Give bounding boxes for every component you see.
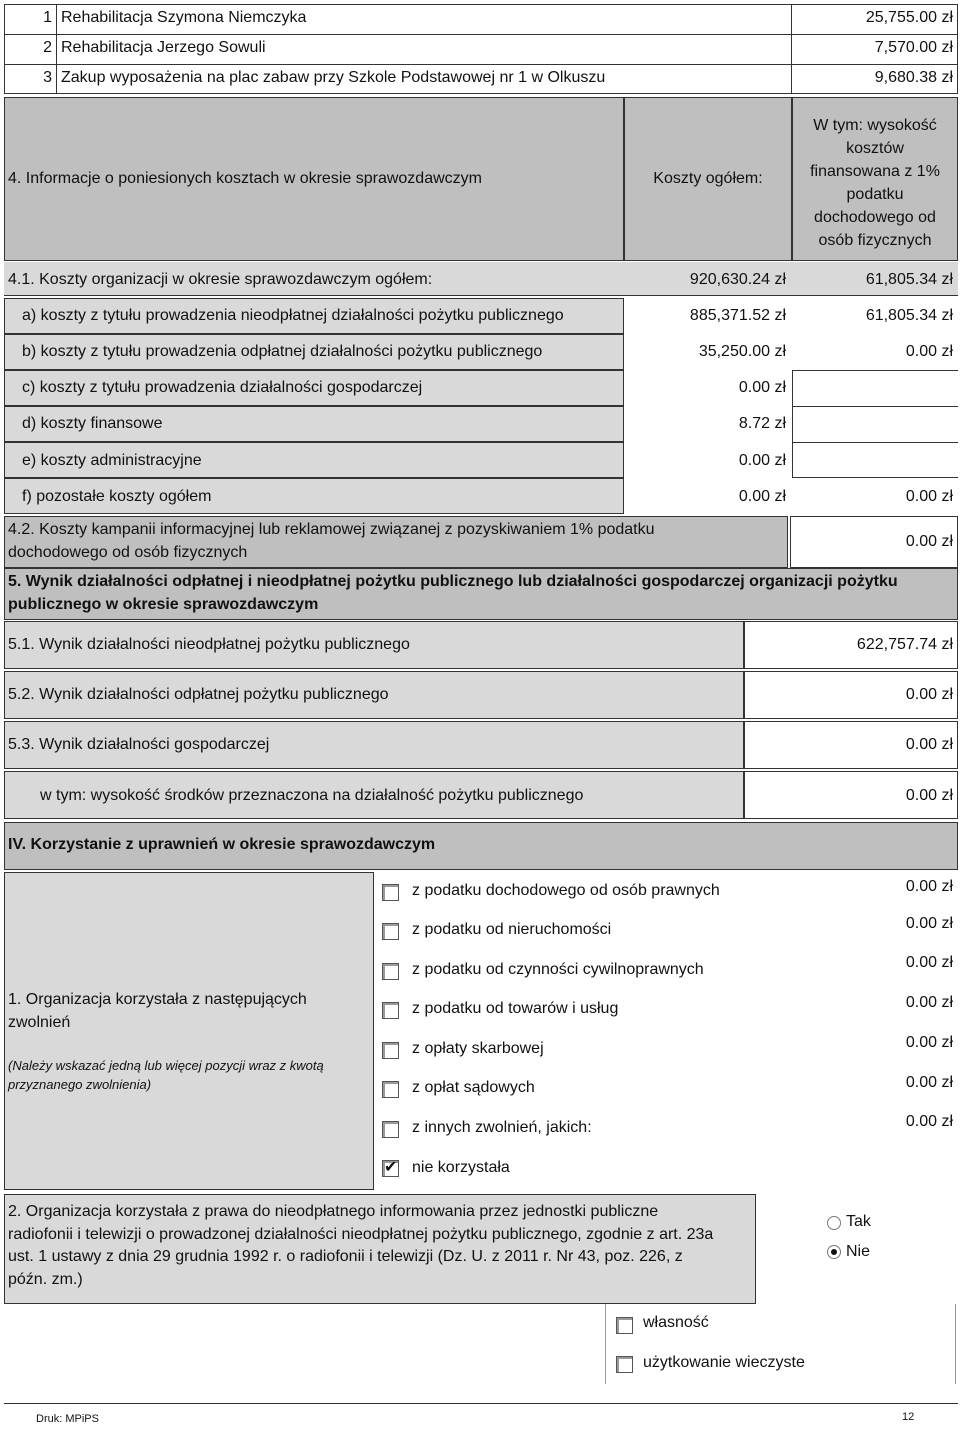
- exemption-checkbox-checked[interactable]: [382, 1160, 399, 1177]
- beneficiary-name: Rehabilitacja Szymona Niemczyka: [61, 9, 307, 26]
- exemption-label: z podatku dochodowego od osób prawnych: [412, 882, 720, 899]
- exemption-label: z opłat sądowych: [412, 1079, 535, 1096]
- broadcast-text: 2. Organizacja korzystała z prawa do nieodpłatnego informowania przez jednostki publiczne radiofonii i telewizji o prowadzonej działalności nieodpłatnej pożytku publicznego, zgodnie z art. 23a ust. 1 ustawy z dnia 29 grudnia 1992 r. o radiofonii i telewizji (Dz. U. z 2011 r. Nr 43, poz. 226, z późn. zm.): [8, 1203, 714, 1288]
- cost-row-total: 0.00 zł: [738, 488, 786, 505]
- cost-row-total: 885,371.52 zł: [689, 307, 786, 324]
- exemption-checkbox[interactable]: [382, 1002, 399, 1019]
- exemption-checkbox[interactable]: [382, 963, 399, 980]
- beneficiary-name: Rehabilitacja Jerzego Sowuli: [61, 39, 266, 56]
- result-row-label: 5.2. Wynik działalności odpłatnej pożytku publicznego: [8, 686, 389, 703]
- result-sub-value: 0.00 zł: [905, 787, 953, 804]
- exemption-label: z podatku od towarów i usług: [412, 1000, 619, 1017]
- cost-row-label: f) pozostałe koszty ogółem: [22, 488, 212, 505]
- result-row-value: 0.00 zł: [905, 736, 953, 753]
- cost-row-1pct: 0.00 zł: [905, 343, 953, 360]
- exemption-value: 0.00 zł: [905, 994, 953, 1011]
- cost-row-label: c) koszty z tytułu prowadzenia działalności gospodarczej: [22, 379, 423, 396]
- campaign-value: 0.00 zł: [905, 533, 953, 550]
- result-header-1: 5. Wynik działalności odpłatnej i nieodpłatnej pożytku publicznego lub działalności gospodarczej organizacji pożytku: [8, 573, 898, 590]
- exemption-label: nie korzystała: [412, 1159, 510, 1176]
- page-number: 12: [902, 1411, 915, 1423]
- costs-total-label: 4.1. Koszty organizacji w okresie sprawozdawczym ogółem:: [8, 271, 433, 288]
- cost-row-total: 0.00 zł: [738, 452, 786, 469]
- cost-row-total: 35,250.00 zł: [698, 343, 786, 360]
- beneficiary-no: 2: [43, 39, 52, 56]
- exemption-label: z podatku od nieruchomości: [412, 921, 612, 938]
- broadcast-option-label: Nie: [846, 1243, 871, 1260]
- broadcast-option-label: Tak: [846, 1213, 871, 1230]
- exemptions-note: (Należy wskazać jedną lub więcej pozycji wraz z kwotą przyznanego zwolnienia): [8, 1058, 324, 1092]
- cost-row-total: 0.00 zł: [738, 379, 786, 396]
- exemption-checkbox[interactable]: [382, 884, 399, 901]
- exemption-value: 0.00 zł: [905, 1034, 953, 1051]
- exemption-checkbox[interactable]: [382, 1042, 399, 1059]
- footer-printer: Druk: MPiPS: [36, 1413, 99, 1425]
- exemptions-label-2: zwolnień: [8, 1014, 71, 1031]
- costs-total-value: 920,630.24 zł: [689, 271, 786, 288]
- exemption-value: 0.00 zł: [905, 1074, 953, 1091]
- cost-row-label: e) koszty administracyjne: [22, 452, 202, 469]
- cost-row-1pct: 0.00 zł: [905, 488, 953, 505]
- result-row-value: 622,757.74 zł: [856, 636, 953, 653]
- beneficiary-no: 3: [43, 69, 52, 86]
- cost-row-total: 8.72 zł: [738, 415, 786, 432]
- property-checkbox[interactable]: [616, 1317, 633, 1334]
- beneficiary-amount: 25,755.00 zł: [865, 9, 953, 26]
- campaign-label-1: 4.2. Koszty kampanii informacyjnej lub reklamowej związanej z pozyskiwaniem 1% podatku: [8, 521, 655, 538]
- beneficiary-amount: 9,680.38 zł: [874, 69, 953, 86]
- result-sub-label: w tym: wysokość środków przeznaczona na działalność pożytku publicznego: [40, 787, 584, 804]
- result-header-2: publicznego w okresie sprawozdawczym: [8, 596, 319, 613]
- beneficiary-amount: 7,570.00 zł: [874, 39, 953, 56]
- broadcast-radio-tak[interactable]: [827, 1216, 841, 1230]
- cost-row-label: a) koszty z tytułu prowadzenia nieodpłatnej działalności pożytku publicznego: [22, 307, 564, 324]
- beneficiary-name: Zakup wyposażenia na plac zabaw przy Szkole Podstawowej nr 1 w Olkuszu: [61, 69, 606, 86]
- exemption-checkbox[interactable]: [382, 1121, 399, 1138]
- exemption-value: 0.00 zł: [905, 915, 953, 932]
- result-row-label: 5.3. Wynik działalności gospodarczej: [8, 736, 270, 753]
- exemption-label: z innych zwolnień, jakich:: [412, 1119, 592, 1136]
- exemption-checkbox[interactable]: [382, 1081, 399, 1098]
- property-label: użytkowanie wieczyste: [643, 1354, 805, 1371]
- costs-total-1pct: 61,805.34 zł: [865, 271, 953, 288]
- cost-row-label: d) koszty finansowe: [22, 415, 163, 432]
- campaign-label-2: dochodowego od osób fizycznych: [8, 544, 248, 561]
- exemption-value: 0.00 zł: [905, 1113, 953, 1130]
- exemption-value: 0.00 zł: [905, 878, 953, 895]
- costs-1pct-col-header: W tym: wysokość kosztów finansowana z 1% podatku dochodowego od osób fizycznych: [810, 117, 940, 249]
- result-row-label: 5.1. Wynik działalności nieodpłatnej pożytku publicznego: [8, 636, 410, 653]
- exemption-label: z podatku od czynności cywilnoprawnych: [412, 961, 704, 978]
- property-checkbox[interactable]: [616, 1356, 633, 1373]
- section4-title: IV. Korzystanie z uprawnień w okresie sprawozdawczym: [8, 836, 436, 853]
- cost-row-label: b) koszty z tytułu prowadzenia odpłatnej działalności pożytku publicznego: [22, 343, 543, 360]
- costs-title: 4. Informacje o poniesionych kosztach w okresie sprawozdawczym: [8, 170, 482, 187]
- result-row-value: 0.00 zł: [905, 686, 953, 703]
- exemption-checkbox[interactable]: [382, 923, 399, 940]
- exemption-value: 0.00 zł: [905, 954, 953, 971]
- exemption-label: z opłaty skarbowej: [412, 1040, 544, 1057]
- exemptions-label-1: 1. Organizacja korzystała z następujących: [8, 991, 307, 1008]
- property-label: własność: [643, 1314, 709, 1331]
- beneficiary-no: 1: [43, 9, 52, 26]
- cost-row-1pct: 61,805.34 zł: [865, 307, 953, 324]
- costs-total-col-header: Koszty ogółem:: [653, 170, 763, 187]
- broadcast-radio-nie[interactable]: [827, 1245, 841, 1259]
